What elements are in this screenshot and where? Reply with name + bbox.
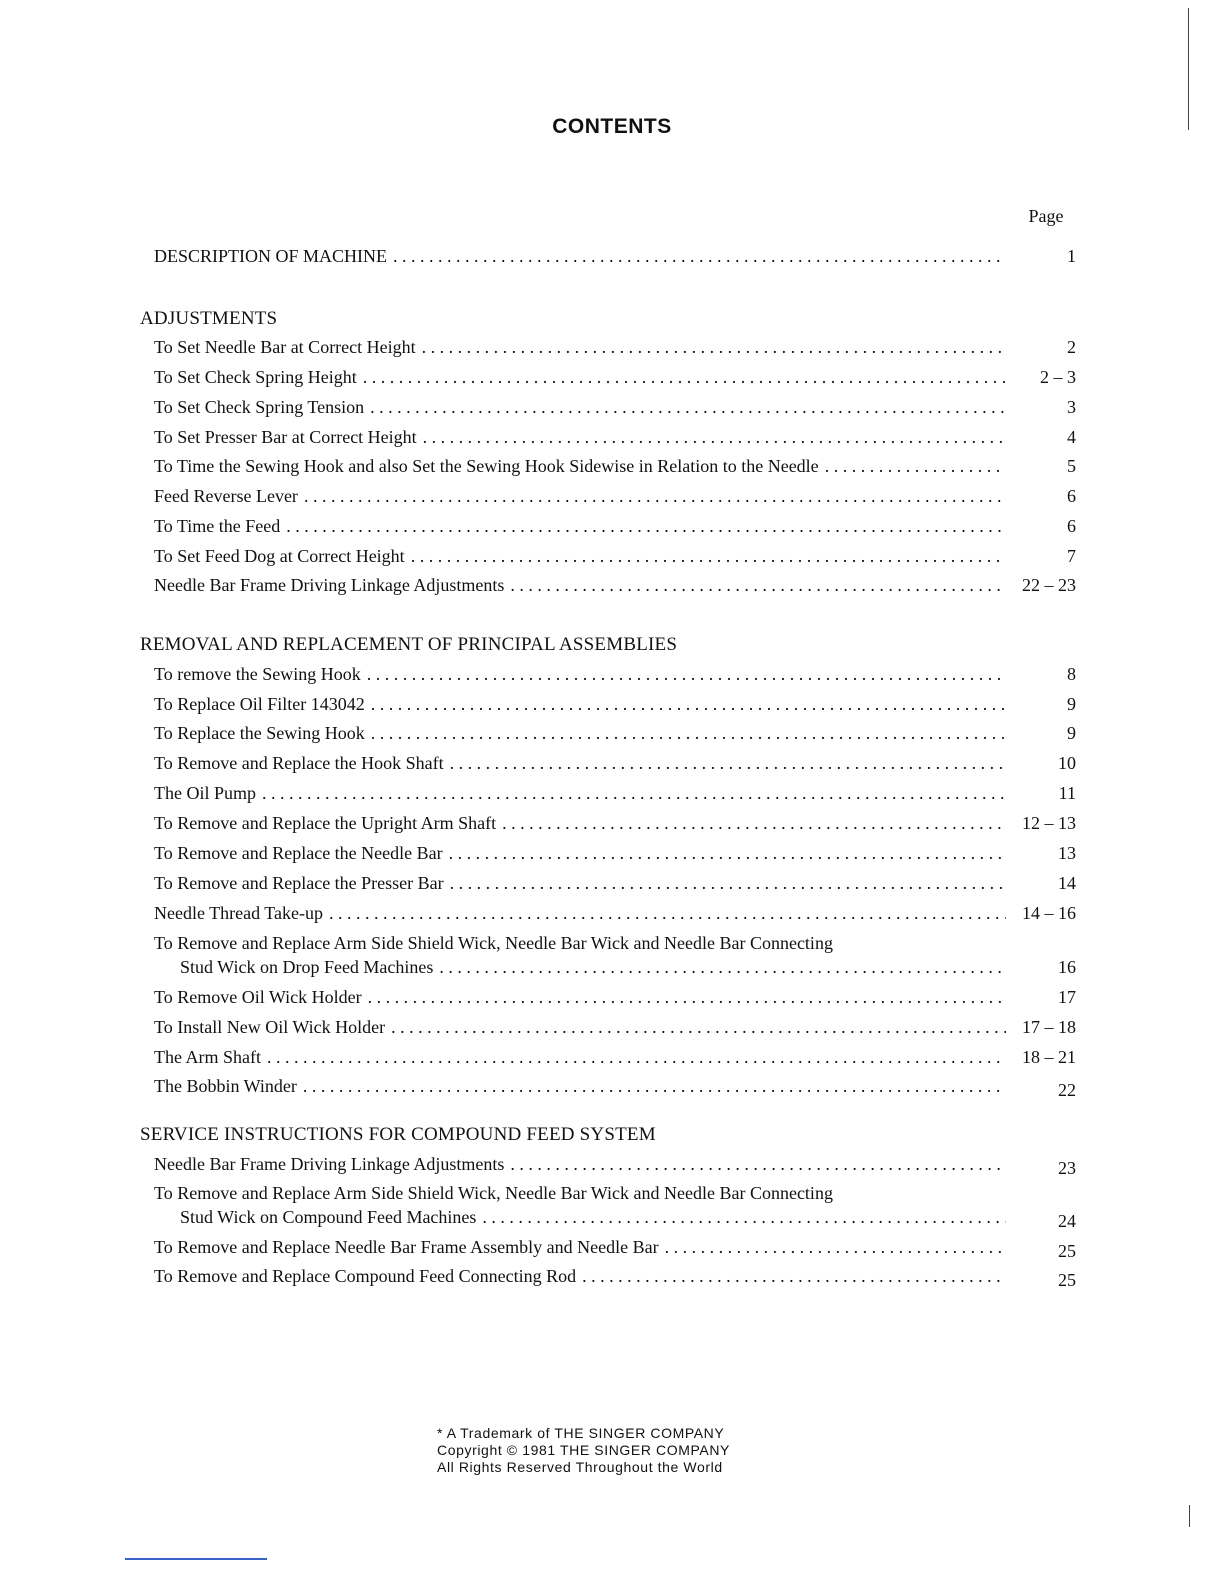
toc-entry [154,337,1076,363]
toc-entry [154,664,1076,690]
toc-entry [154,246,1076,272]
toc-entry-text: Needle Bar Frame Driving Linkage Adjustments . . . [154,575,1006,596]
toc-entry-page: 13 [1058,843,1076,863]
toc-entry-text: Needle Bar Frame Driving Linkage Adjustments . . . [154,1154,1006,1175]
toc-entry-page: 8 [1067,664,1076,684]
toc-entry-text: To Replace Oil Filter 143042 . . . [154,694,1006,715]
toc-entry-text: To Remove and Replace the Presser Bar . . . [154,873,1006,894]
toc-entry-page: 5 [1067,456,1076,476]
rights-line: All Rights Reserved Throughout the World [437,1459,723,1475]
toc-entry-text: To Replace the Sewing Hook . . . [154,723,1006,744]
toc-entry [154,575,1076,601]
toc-entry-page: 24 [1058,1211,1076,1231]
toc-entry [154,486,1076,512]
section-heading-removal-replacement: REMOVAL AND REPLACEMENT OF PRINCIPAL ASSEMBLIES [140,634,678,655]
toc-entry [154,1076,1076,1102]
toc-entry-page: 2 – 3 [1040,367,1076,387]
toc-entry-text: To Remove and Replace Compound Feed Connecting Rod . . . [154,1266,1006,1287]
toc-entry-page: 25 [1058,1241,1076,1261]
toc-entry [154,1183,1076,1237]
toc-entry-text: The Bobbin Winder . . . [154,1076,1006,1097]
toc-entry-page: 18 – 21 [1022,1047,1076,1067]
toc-entry [154,843,1076,869]
toc-entry-text-continued: Stud Wick on Drop Feed Machines . . . [180,957,1006,978]
toc-entry [154,516,1076,542]
toc-entry-page: 23 [1058,1158,1076,1178]
trademark-line: * A Trademark of THE SINGER COMPANY [437,1425,725,1441]
toc-entry-text: To Install New Oil Wick Holder . . . [154,1017,1006,1038]
toc-entry-page: 25 [1058,1270,1076,1290]
toc-entry-page: 10 [1058,753,1076,773]
toc-entry [154,873,1076,899]
toc-entry-page: 4 [1067,427,1076,447]
toc-entry-text: Feed Reverse Lever . . . [154,486,1006,507]
toc-entry-text: To Time the Sewing Hook and also Set the Sewing Hook Sidewise in Relation to the Needle . . . [154,456,1006,477]
toc-entry [154,546,1076,572]
scan-edge-mark [1188,8,1189,130]
toc-entry-text: To remove the Sewing Hook . . . [154,664,1006,685]
toc-entry-page: 6 [1067,486,1076,506]
toc-entry-page: 17 – 18 [1022,1017,1076,1037]
copyright-footer [437,1425,730,1476]
toc-entry [154,987,1076,1013]
toc-entry-text: To Set Check Spring Tension . . . [154,397,1006,418]
toc-entry-text: To Remove Oil Wick Holder . . . [154,987,1006,1008]
toc-entry-page: 7 [1067,546,1076,566]
toc-entry [154,1266,1076,1292]
toc-entry-page: 12 – 13 [1022,813,1076,833]
toc-entry [154,1154,1076,1180]
toc-entry [154,397,1076,423]
toc-entry-page: 22 [1058,1080,1076,1100]
toc-entry [154,1017,1076,1043]
toc-entry [154,753,1076,779]
toc-entry-text: To Remove and Replace the Needle Bar . . . [154,843,1006,864]
toc-entry [154,367,1076,393]
toc-entry [154,783,1076,809]
copyright-line: Copyright © 1981 THE SINGER COMPANY [437,1442,730,1458]
toc-entry [154,694,1076,720]
scan-edge-mark [1189,1505,1190,1527]
toc-entry-text: Needle Thread Take-up . . . [154,903,1006,924]
toc-entry [154,456,1076,482]
toc-entry-page: 9 [1067,694,1076,714]
toc-entry [154,1047,1076,1073]
page-title: CONTENTS [552,115,672,138]
toc-entry-page: 14 [1058,873,1076,893]
toc-entry-text: To Remove and Replace the Upright Arm Shaft . . . [154,813,1006,834]
toc-entry-text: To Remove and Replace Arm Side Shield Wick, Needle Bar Wick and Needle Bar Connecting [154,933,833,953]
toc-entry [154,723,1076,749]
scan-underline-mark [125,1558,267,1560]
toc-entry-text: DESCRIPTION OF MACHINE . . . [154,246,1006,267]
toc-entry-text: To Set Feed Dog at Correct Height . . . [154,546,1006,567]
toc-entry-page: 11 [1058,783,1076,803]
toc-entry-page: 16 [1058,957,1076,977]
toc-entry-page: 17 [1058,987,1076,1007]
toc-entry-text: To Time the Feed . . . [154,516,1006,537]
toc-entry-page: 2 [1067,337,1076,357]
toc-entry [154,1237,1076,1263]
toc-entry-text: The Arm Shaft . . . [154,1047,1006,1068]
toc-entry-text-continued: Stud Wick on Compound Feed Machines . . . [180,1207,1006,1228]
toc-entry [154,903,1076,929]
toc-entry-text: To Remove and Replace the Hook Shaft . . . [154,753,1006,774]
toc-entry-text: The Oil Pump . . . [154,783,1006,804]
toc-entry-text: To Remove and Replace Arm Side Shield Wick, Needle Bar Wick and Needle Bar Connecting [154,1183,833,1203]
toc-entry-page: 3 [1067,397,1076,417]
toc-entry-text: To Set Presser Bar at Correct Height . . . [154,427,1006,448]
toc-entry-text: To Set Check Spring Height . . . [154,367,1006,388]
toc-entry-page: 6 [1067,516,1076,536]
section-heading-adjustments: ADJUSTMENTS [140,308,278,329]
section-heading-service-instructions: SERVICE INSTRUCTIONS FOR COMPOUND FEED SYSTEM [140,1124,656,1145]
toc-entry-page: 9 [1067,723,1076,743]
toc-entry-page: 22 – 23 [1022,575,1076,595]
toc-entry [154,933,1076,987]
toc-entry-page: 1 [1067,246,1076,266]
toc-entry-text: To Remove and Replace Needle Bar Frame Assembly and Needle Bar . . . [154,1237,1006,1258]
toc-entry [154,427,1076,453]
toc-entry-page: 14 – 16 [1022,903,1076,923]
page-column-header: Page [1028,206,1064,226]
toc-entry-text: To Set Needle Bar at Correct Height . . . [154,337,1006,358]
toc-entry [154,813,1076,839]
